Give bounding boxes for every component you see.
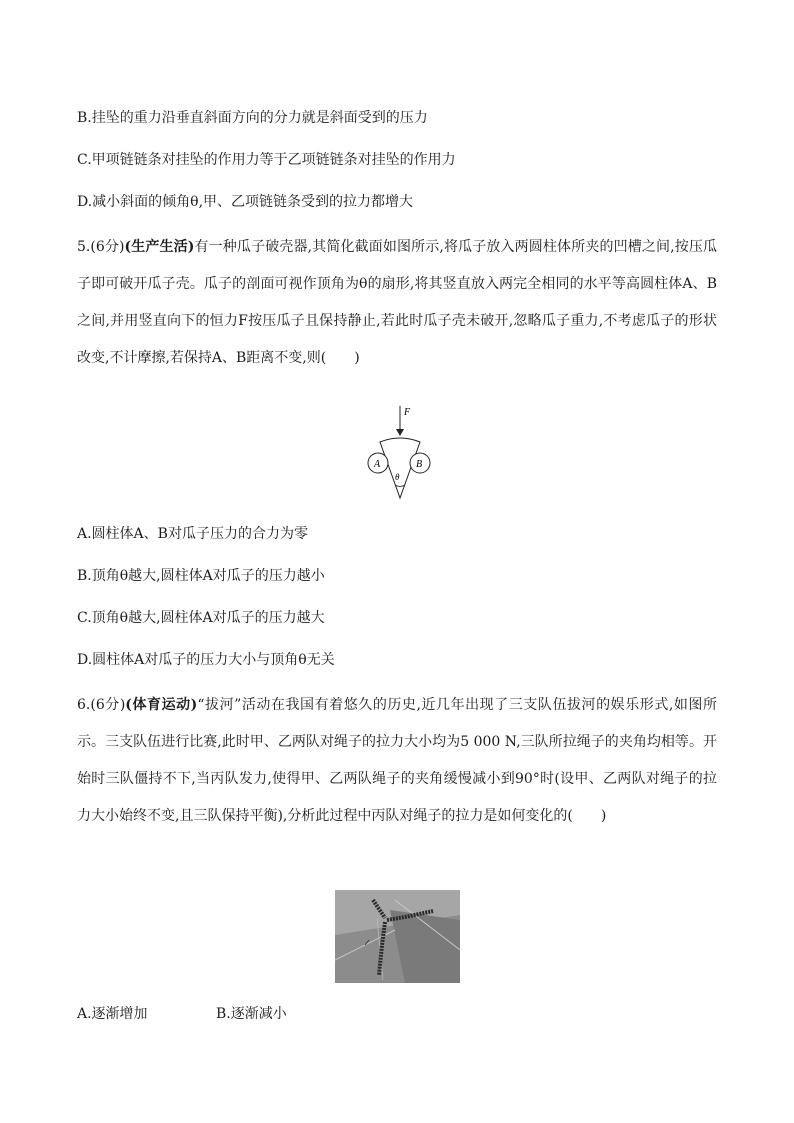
q5-figure [360, 402, 440, 502]
cylinder-b-label: B [416, 459, 423, 470]
q4-option-b: B.挂坠的重力沿垂直斜面方向的分力就是斜面受到的压力 [77, 110, 428, 126]
q5-option-d: D.圆柱体A对瓜子的压力大小与顶角θ无关 [77, 652, 335, 668]
q5-option-b: B.顶角θ越大,圆柱体A对瓜子的压力越小 [77, 568, 325, 584]
angle-arc [395, 485, 405, 487]
q6-option-b: B.逐渐减小 [216, 1006, 287, 1022]
q5-number: 5.(6分) [77, 239, 125, 255]
q6-number: 6.(6分) [77, 697, 126, 713]
cylinder-a-label: A [374, 459, 381, 470]
tug-of-war-photo [335, 890, 460, 983]
q6-option-a: A.逐渐增加 [77, 1006, 148, 1022]
q4-option-c: C.甲项链链条对挂坠的作用力等于乙项链链条对挂坠的作用力 [77, 152, 456, 168]
q5-option-a: A.圆柱体A、B对瓜子压力的合力为零 [77, 526, 308, 542]
q5-option-c: C.顶角θ越大,圆柱体A对瓜子的压力越大 [77, 610, 325, 626]
q6-options-row [77, 1004, 287, 1024]
q4-option-d: D.减小斜面的倾角θ,甲、乙项链链条受到的拉力都增大 [77, 194, 414, 210]
q6-stem [77, 687, 717, 835]
force-label: F [404, 407, 411, 418]
q5-stem-text: 有一种瓜子破壳器,其简化截面如图所示,将瓜子放入两圆柱体所夹的凹槽之间,按压瓜子即可破开瓜子壳。瓜子的剖面可视作顶角为θ的扇形,将其竖直放入两完全相同的水平等高圆柱体A、B之间,并用竖直向下的恒力F按压瓜子且保持静止,若此时瓜子壳未破开,忽略瓜子重力,不考虑瓜子的形状改变,不计摩擦,若保持A、B距离不变,则( ) [77, 239, 717, 366]
q6-tag: (体育运动) [125, 697, 198, 713]
q6-stem-text: “拔河”活动在我国有着悠久的历史,近几年出现了三支队伍拔河的娱乐形式,如图所示。三支队伍进行比赛,此时甲、乙两队对绳子的拉力大小均为5 000 N,三队所拉绳子的夹角均相等。开始时三队僵持不下,当丙队发力,使得甲、乙两队绳子的夹角缓慢减小到90°时(设甲、乙两队对绳子的拉力大小始终不变,且三队保持平衡),分析此过程中丙队对绳子的拉力是如何变化的( ) [77, 697, 717, 824]
angle-label: θ [395, 472, 400, 482]
force-arrow-head [396, 429, 404, 436]
q5-stem [77, 229, 717, 377]
q5-tag: (生产生活) [124, 239, 195, 255]
